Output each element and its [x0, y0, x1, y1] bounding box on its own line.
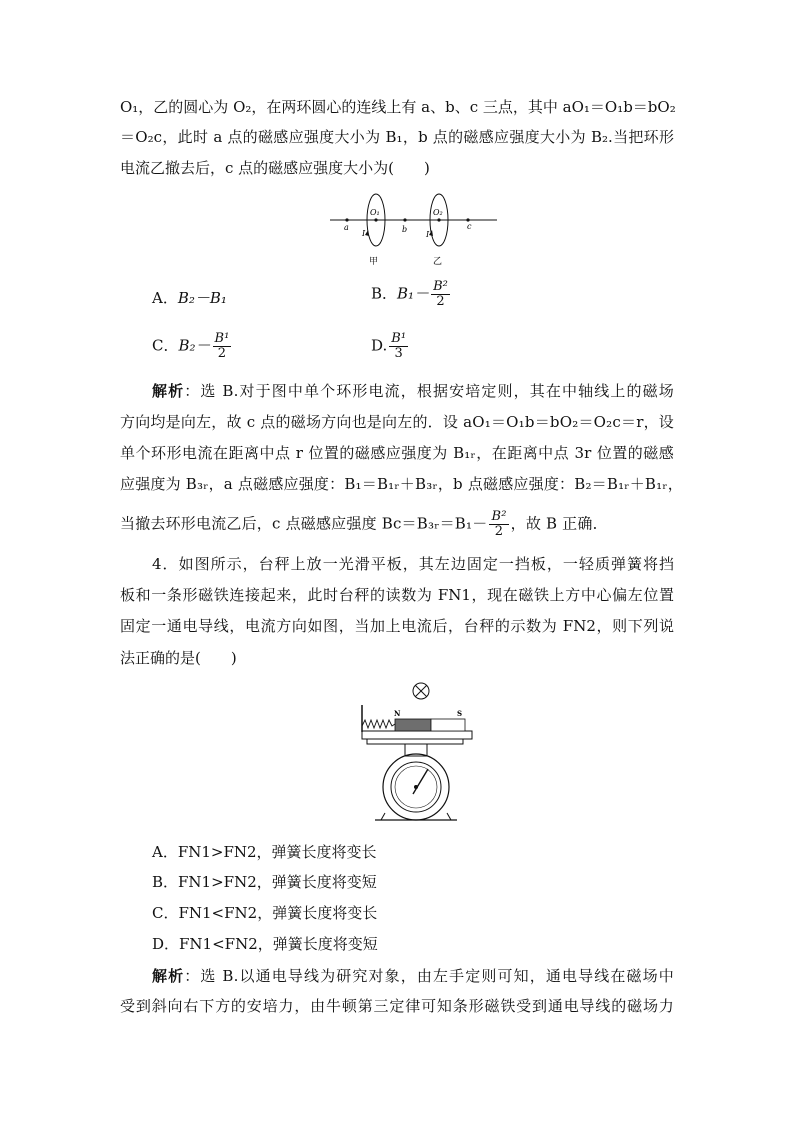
magnet-n-pole [395, 719, 431, 731]
ring-1-label: 甲 [369, 257, 379, 267]
magnet-s-label: S [457, 709, 463, 718]
q3-analysis-line-5 [120, 510, 608, 539]
q4-analysis-line-1 [152, 966, 674, 986]
option-d-fraction [389, 332, 408, 361]
ring-2-label: 乙 [433, 257, 443, 267]
q4-line-2: 板和一条形磁铁连接起来，此时台秤的读数为 FN1，现在磁铁上方中心偏左位置 [120, 586, 674, 604]
q4-line-4: 法正确的是( ) [120, 649, 237, 667]
current-1-label: I [362, 229, 366, 238]
point-a-dot [345, 218, 348, 221]
spring [362, 720, 395, 728]
center-1-label: O₁ [370, 208, 380, 217]
scale-hub [414, 785, 418, 789]
option-c-letter: C． [152, 336, 179, 355]
scale-magnet-figure [355, 680, 480, 830]
q3-analysis-line-3: 单个环形电流在距离中点 r 位置的磁感应强度为 B₁ᵣ，在距离中点 3r 位置的磁感 [120, 444, 674, 462]
option-c-denominator: 2 [217, 346, 227, 361]
q3-analysis-text-5: 当撤去环形电流乙后，c 点磁感应强度 Bc＝B₃ᵣ＝B₁－ [120, 514, 488, 533]
option-b-fraction [431, 280, 450, 309]
intro-line-3: 电流乙撤去后，c 点的磁感应强度大小为( ) [120, 159, 430, 177]
intro-line-2: ＝O₂c，此时 a 点的磁感应强度大小为 B₁，b 点的磁感应强度大小为 B₂.当把环形 [120, 128, 674, 146]
point-a-label: a [344, 223, 349, 232]
option-c-q3 [152, 332, 233, 361]
q3-analysis-fraction [489, 510, 508, 539]
q3-analysis-line-4: 应强度为 B₃ᵣ，a 点磁感应强度：B₁＝B₁ᵣ＋B₃ᵣ，b 点磁感应强度：B₂＝B₁ᵣ＋B₁ᵣ， [120, 475, 683, 493]
center-2-label: O₂ [433, 208, 443, 217]
magnet-s-pole [431, 719, 465, 731]
center-1-dot [374, 218, 377, 221]
q4-analysis-label: 解析 [152, 967, 185, 985]
option-a-q3 [152, 288, 227, 308]
point-b-dot [403, 218, 406, 221]
current-2-label: I [426, 230, 430, 239]
option-d-letter: D. [371, 336, 388, 355]
center-2-dot [437, 218, 440, 221]
q3-analysis-text-5b: ，故 B 正确． [510, 514, 608, 533]
q4-line-1: 4．如图所示，台秤上放一光滑平板，其左边固定一挡板，一轻质弹簧将挡 [152, 555, 674, 573]
option-d-q3 [371, 332, 410, 361]
q3-analysis-text-1: ：选 B.对于图中单个环形电流，根据安培定则，其在中轴线上的磁场 [184, 382, 675, 400]
point-c-label: c [467, 222, 472, 231]
point-b-label: b [402, 225, 408, 234]
option-d-q4: D．FN1<FN2，弹簧长度将变短 [152, 935, 378, 953]
current-1-arrow [365, 230, 369, 236]
option-d-denominator: 3 [394, 346, 403, 361]
option-d-numerator: B¹ [391, 331, 407, 346]
q4-analysis-text-1: ：选 B.以通电导线为研究对象，由左手定则可知，通电导线在磁场中 [184, 967, 675, 985]
smooth-board [362, 731, 472, 739]
option-a-expr: B₂－B₁ [177, 289, 227, 307]
option-c-fraction [213, 332, 232, 361]
wire-into-page-icon [413, 683, 429, 699]
option-b-expr: B₁－ [397, 284, 430, 303]
option-c-q4: C．FN1<FN2，弹簧长度将变长 [152, 904, 378, 922]
magnet-n-label: N [394, 709, 401, 718]
scale-needle [413, 769, 428, 794]
analysis-label: 解析 [152, 382, 185, 400]
q3-analysis-line-2: 方向均是向左，故 c 点的磁场方向也是向左的．设 aO₁＝O₁b＝bO₂＝O₂c＝r，设 [120, 413, 674, 431]
q3-analysis-line-1 [152, 381, 674, 401]
ring-currents-figure [325, 185, 505, 270]
option-b-denominator: 2 [436, 294, 445, 309]
option-b-q3 [371, 280, 452, 309]
option-b-letter: B． [371, 284, 398, 303]
q4-analysis-line-2: 受到斜向右下方的安培力，由牛顿第三定律可知条形磁铁受到通电导线的磁场力 [120, 997, 674, 1015]
intro-line-1: O₁，乙的圆心为 O₂，在两环圆心的连线上有 a、b、c 三点，其中 aO₁＝O₁b＝bO₂ [120, 98, 676, 116]
option-b-q4: B．FN1>FN2，弹簧长度将变短 [152, 873, 377, 891]
q3-analysis-denominator: 2 [494, 524, 504, 539]
q3-analysis-numerator: B² [491, 509, 507, 524]
option-b-numerator: B² [433, 279, 448, 294]
option-c-numerator: B¹ [214, 331, 230, 346]
option-a-q4: A．FN1>FN2，弹簧长度将变长 [152, 843, 377, 861]
option-a-letter: A． [152, 289, 178, 307]
option-c-expr: B₂－ [178, 336, 211, 355]
scale-platform [367, 739, 463, 744]
q4-line-3: 固定一通电导线，电流方向如图，当加上电流后，台秤的示数为 FN2，则下列说 [120, 617, 674, 635]
